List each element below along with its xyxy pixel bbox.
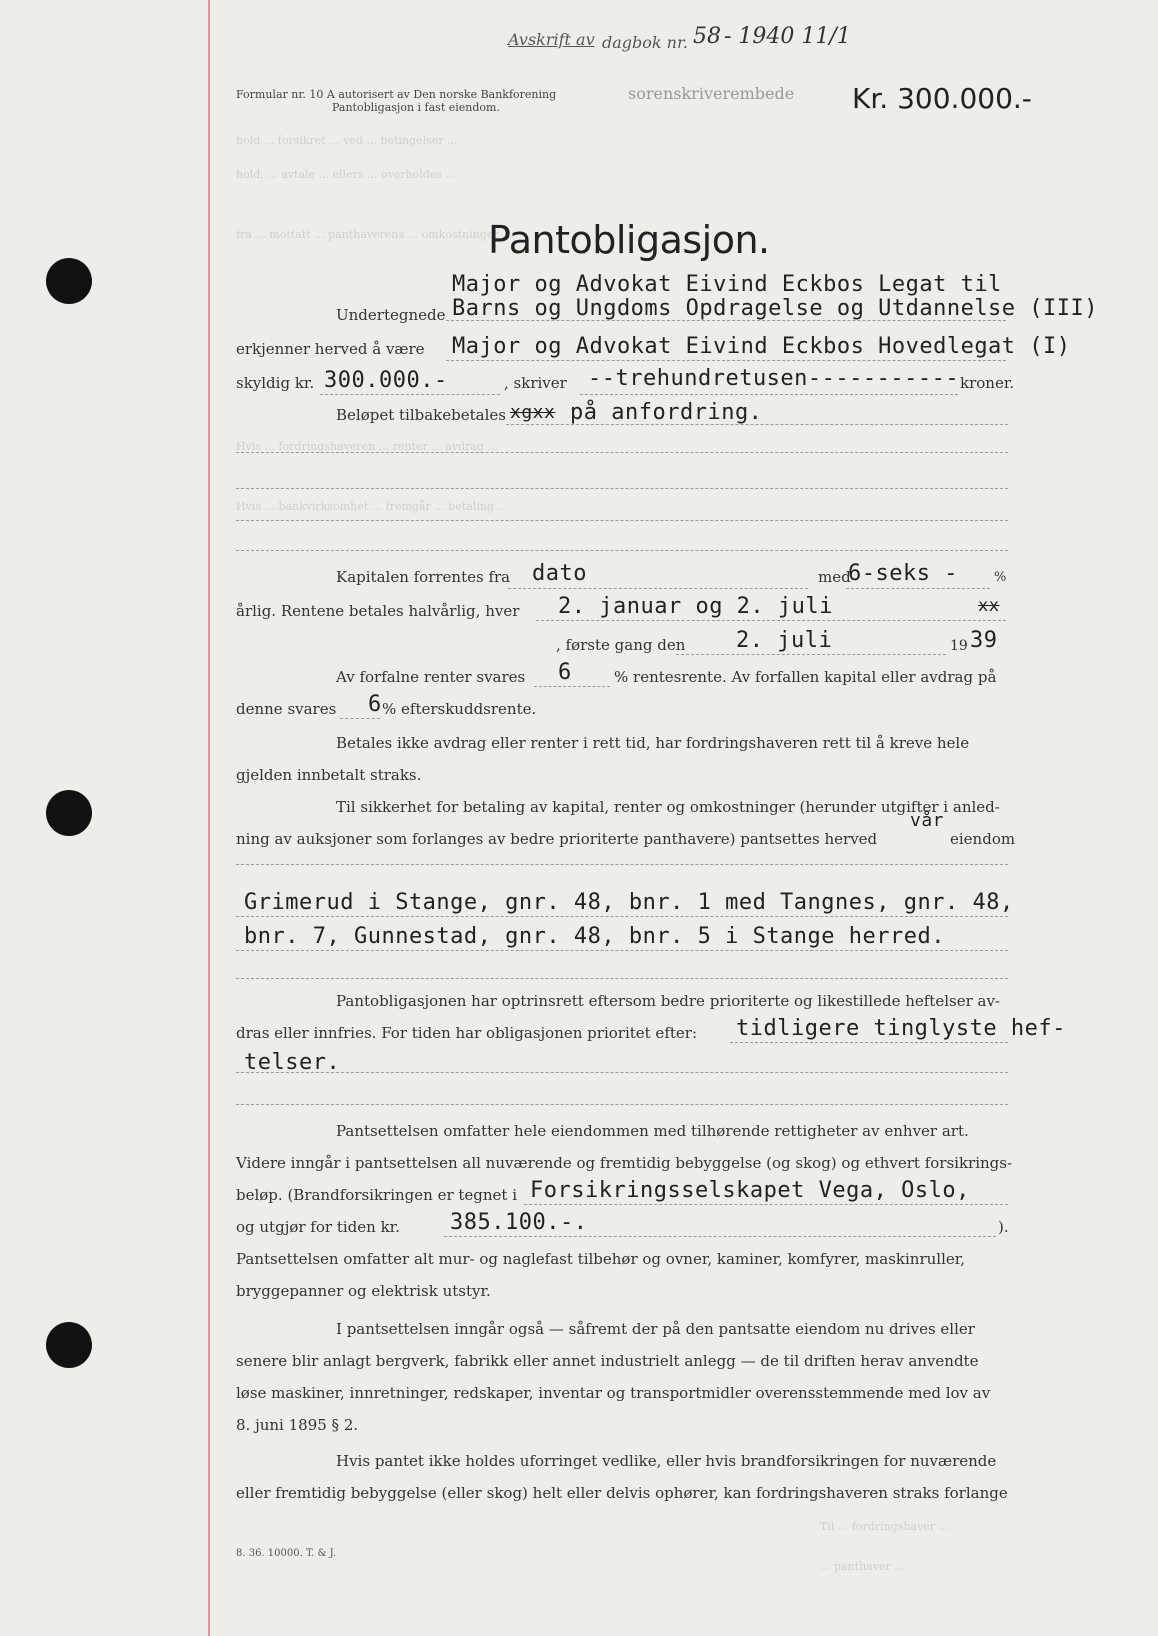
security-line1: Til sikkerhet for betaling av kapital, renter og omkostninger (herunder utgifter i anled- [336,798,1000,816]
dagbok-number: 58 [693,24,721,49]
late-interest-text: % rentesrente. Av forfallen kapital eller avdrag på [614,668,997,686]
interest-dates: 2. januar og 2. juli [558,594,833,619]
after-interest-value: 6 [368,692,382,717]
debt-label: skyldig kr. [236,374,315,392]
industry-line4: 8. juni 1895 § 2. [236,1416,359,1434]
security-eiendom: eiendom [950,830,1016,848]
late-interest-label: Av forfalne renter svares [336,668,526,686]
debt-skriver-label: , skriver [504,374,567,392]
scope-line4: og utgjør for tiden kr. [236,1218,400,1236]
debtor-label: Undertegnede [336,306,446,324]
after-interest-text: % efterskuddsrente. [382,700,537,718]
debtor-line2: Barns og Ungdoms Opdragelse og Utdannelse (III) [452,296,1099,321]
repayment-struck: xgxx [510,402,556,423]
dagbok-date: - 1940 11/1 [724,24,851,49]
header-amount: Kr. 300.000.- [852,82,1032,115]
document-page: hold ... forsikret ... ved ... betingelser ... hold, ... avtale ... ellers ... overholdes ... fra ... mottatt ... panthaverens ... omkostninger ... Hvis ... fordringshaveren ... renter ... avdrag ... Hvis ... bankvirksomhet ... fremgår ... betaling ... Avskrift av dagbok nr. 58 - 1940 11/1 Formular nr. 10 A autorisert av Den norske Bankforening Pantobligasjon i fast eiendom. sorenskriverembede Kr. 300.000.- Pantobligasjon. Major og Advokat Eivind Eckbos Legat til Undertegnede Barns og Ungdoms Opdragelse og Utdannelse (III) erkjenner herved å være Major og Advokat Eivind Eckbos Hovedlegat (I) skyldig kr. 300.000.- , skriver --trehundretusen----------- kroner. Beløpet tilbakebetales xgxx på anfordring. Kapitalen forrentes fra dato med 6-seks - % årlig. Rentene betales halvårlig, hver 2. januar og 2. juli xx , første gang den 2. juli 19 39 Av forfalne renter svares 6 % rentesrente. Av forfallen kapital eller avdrag på denne svares 6 % efterskuddsrente. Betales ikke avdrag eller renter i rett tid, har fordringshaveren rett til å kreve hele gjelden innbetalt straks. Til sikkerhet for betaling av kapital, renter og omkostninger (herunder utgifter i anled- ning av auksjoner som forlanges av bedre prioriterte panthavere) pantsettes herved vår eiendom Grimerud i Stange, gnr. 48, bnr. 1 med Tangnes, gnr. 48, bnr. 7, Gunnestad, gnr. 48, bnr. 5 i Stange herred. Pantobligasjonen har optrinsrett eftersom bedre prioriterte og likestillede heftelser av- dras eller innfries. For tiden har obligasjonen prioritet efter: tidligere tinglyste hef- telser. Pantsettelsen omfatter hele eiendommen med tilhørende rettigheter av enhver art. Videre inngår i pantsettelsen all nuværende og fremtidig bebyggelse (og skog) og ethvert forsikrings- beløp. (Brandforsikringen er tegnet i Forsikringsselskapet Vega, Oslo, og utgjør for tiden kr. 385.100.-. ). Pantsettelsen omfatter alt mur- og naglefast tilbehør og ovner, kaminer, komfyrer, maskinruller, bryggepanner og elektrisk utstyr. I pantsettelsen inngår også — såfremt der på den pantsatte eiendom nu drives eller senere blir anlagt bergverk, fabrikk eller annet industrielt anlegg — de til driften herav anvendte løse maskiner, innretninger, redskaper, inventar og transportmidler overensstemmende med lov av 8. juni 1895 § 2. Hvis pantet ikke holdes uforringet vedlike, eller hvis brandforsikringen for nuværende eller fremtidig bebyggelse (eller skog) helt eller delvis ophører, kan fordringshaveren straks forlange 8. 36. 10000. T. & J. Til ... fordringshaver ... ... panthaver ... [0,0,1158,1636]
document-title: Pantobligasjon. [488,218,770,262]
interest-rate: 6-seks - [848,561,958,586]
property-line2: bnr. 7, Gunnestad, gnr. 48, bnr. 5 i Stange herred. [244,924,946,949]
default-line1: Betales ikke avdrag eller renter i rett tid, har fordringshaveren rett til å kreve hele [336,734,970,752]
interest-from-value: dato [532,561,587,586]
maintenance-line2: eller fremtidig bebyggelse (eller skog) helt eller delvis ophører, kan fordringshaveren straks forlange [236,1484,1008,1502]
priority-value-1: tidligere tinglyste hef- [736,1016,1066,1041]
form-note-line1: Formular nr. 10 A autorisert av Den norske Bankforening [236,88,557,101]
interest-dates-mark: xx [978,596,1000,616]
punch-hole-top [46,258,92,304]
insurer-value: Forsikringsselskapet Vega, Oslo, [530,1178,970,1203]
interest-med-label: med [818,568,851,586]
priority-value-2: telser. [244,1050,341,1075]
scope-line4-end: ). [998,1218,1009,1236]
interest-first-label: , første gang den [556,636,686,654]
maintenance-line1: Hvis pantet ikke holdes uforringet vedlike, eller hvis brandforsikringen for nuværende [336,1452,997,1470]
interest-year-suffix: 39 [970,628,998,653]
late-interest-value: 6 [558,660,572,685]
scope-line1: Pantsettelsen omfatter hele eiendommen med tilhørende rettigheter av enhver art. [336,1122,969,1140]
priority-line1: Pantobligasjonen har optrinsrett eftersom bedre prioriterte og likestillede heftelser av- [336,992,1000,1010]
fixtures-line2: bryggepanner og elektrisk utstyr. [236,1282,491,1300]
interest-pct: % [994,570,1007,585]
industry-line1: I pantsettelsen inngår også — såfremt der på den pantsatte eiendom nu drives eller [336,1320,975,1338]
default-line2: gjelden innbetalt straks. [236,766,422,784]
form-note-line2: Pantobligasjon i fast eiendom. [332,101,500,114]
debt-kroner-label: kroner. [960,374,1015,392]
stamp-dagbok-label: dagbok nr. [602,33,688,52]
creditor-label: erkjenner herved å være [236,340,425,358]
margin-rule [208,0,210,1636]
debt-words: --trehundretusen----------- [588,366,960,391]
stamp-avskrift: Avskrift av [508,30,595,49]
property-line1: Grimerud i Stange, gnr. 48, bnr. 1 med Tangnes, gnr. 48, [244,890,1014,915]
debt-amount: 300.000.- [324,368,448,393]
fixtures-line1: Pantsettelsen omfatter alt mur- og naglefast tilbehør og ovner, kaminer, komfyrer, maskinruller, [236,1250,966,1268]
punch-hole-bottom [46,1322,92,1368]
after-interest-label: denne svares [236,700,337,718]
priority-line2: dras eller innfries. For tiden har obligasjonen prioritet efter: [236,1024,697,1042]
interest-halfyear-label: årlig. Rentene betales halvårlig, hver [236,602,520,620]
interest-first-date: 2. juli [736,628,833,653]
printer-mark: 8. 36. 10000. T. & J. [236,1548,337,1559]
insured-amount: 385.100.-. [450,1210,588,1235]
repayment-value: på anfordring. [570,400,763,425]
office-label: sorenskriverembede [628,84,795,103]
debtor-line1: Major og Advokat Eivind Eckbos Legat til [452,272,1002,297]
repayment-label: Beløpet tilbakebetales [336,406,506,424]
industry-line3: løse maskiner, innretninger, redskaper, inventar og transportmidler overensstemmende med lov av [236,1384,991,1402]
security-var: vår [910,810,945,831]
interest-year-prefix: 19 [950,638,968,654]
punch-hole-middle [46,790,92,836]
security-line2: ning av auksjoner som forlanges av bedre prioriterte panthavere) pantsettes herved [236,830,878,848]
scope-line3: beløp. (Brandforsikringen er tegnet i [236,1186,518,1204]
creditor-value: Major og Advokat Eivind Eckbos Hovedlegat (I) [452,334,1071,359]
interest-from-label: Kapitalen forrentes fra [336,568,511,586]
industry-line2: senere blir anlagt bergverk, fabrikk eller annet industrielt anlegg — de til driften herav anvendte [236,1352,979,1370]
scope-line2: Videre inngår i pantsettelsen all nuværende og fremtidig bebyggelse (og skog) og ethvert forsikrings- [236,1154,1013,1172]
